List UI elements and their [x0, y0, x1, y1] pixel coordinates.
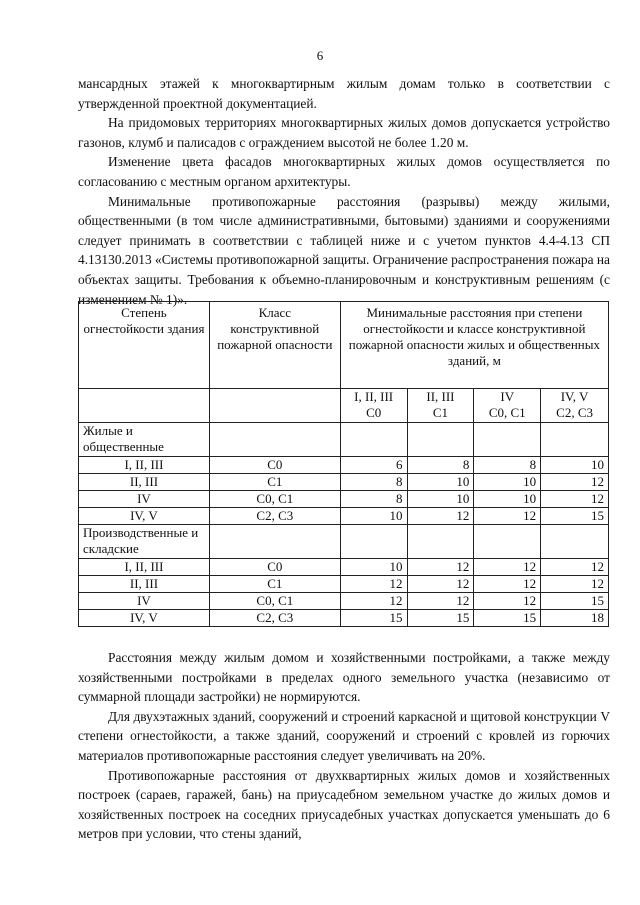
value-cell: 18 — [541, 610, 609, 627]
empty-cell — [79, 389, 210, 423]
degree-cell: II, III — [79, 474, 210, 491]
value-cell: 15 — [474, 610, 541, 627]
value-cell: 10 — [541, 457, 609, 474]
table-row — [79, 576, 609, 593]
table-row — [79, 457, 609, 474]
value-cell: 12 — [407, 559, 474, 576]
subheader-cell: I, II, III С0 — [340, 389, 407, 423]
paragraph: На придомовых территориях многоквартирных жилых домов допускается устройство газонов, клумб и палисадов с ограждением высотой не более 1.20 м. — [78, 115, 610, 150]
group-title-row — [79, 525, 609, 559]
value-cell: 10 — [407, 474, 474, 491]
fire-distance-table — [78, 301, 609, 627]
table-header-row — [79, 302, 609, 389]
value-cell: 15 — [541, 593, 609, 610]
page-number: 6 — [316, 48, 324, 63]
subheader-cell: IV, V С2, С3 — [541, 389, 609, 423]
paragraph: Минимальные противопожарные расстояния (разрывы) между жилыми, общественными (в том числе административными, бытовыми) зданиями и сооружениями следует принимать в соответствии с таблицей ниже и с учетом пунктов 4.4-4.13 СП 4.13130.2013 «Системы противопожарной защиты. Ограничение распространения пожара на объектах защиты. Требования к объемно-планировочным и конструктивным решениям (с изменением № 1)». — [78, 193, 610, 307]
value-cell: 12 — [407, 508, 474, 525]
header-class: Класс конструктивной пожарной опасности — [209, 302, 340, 389]
paragraph: Противопожарные расстояния от двухквартирных жилых домов и хозяйственных построек (сараев, гаражей, бань) на приусадебном земельном участке до жилых домов и хозяйственных построек на соседних приусадебных участках допускается уменьшать до 6 метров при условии, что стены зданий, — [78, 767, 610, 842]
header-distances: Минимальные расстояния при степени огнестойкости и классе конструктивной пожарной опасности жилых и общественных зданий, м — [340, 302, 608, 389]
degree-cell: I, II, III — [79, 457, 210, 474]
header-degree: Степень огнестойкости здания — [79, 302, 210, 389]
value-cell: 12 — [541, 576, 609, 593]
value-cell: 10 — [474, 491, 541, 508]
value-cell: 10 — [407, 491, 474, 508]
bottom-text-block — [78, 648, 610, 844]
table-row — [79, 491, 609, 508]
value-cell: 8 — [340, 474, 407, 491]
subheader-cell: IV С0, С1 — [474, 389, 541, 423]
value-cell: 12 — [541, 491, 609, 508]
value-cell: 12 — [474, 508, 541, 525]
table-row — [79, 593, 609, 610]
paragraph: Изменение цвета фасадов многоквартирных жилых домов осуществляется по согласованию с местным органом архитектуры. — [78, 154, 610, 189]
class-cell: С0 — [209, 559, 340, 576]
table-row — [79, 474, 609, 491]
paragraph: мансардных этажей к многоквартирным жилым домам только в соответствии с утвержденной проектной документацией. — [78, 76, 610, 111]
value-cell: 8 — [407, 457, 474, 474]
class-cell: С2, С3 — [209, 610, 340, 627]
value-cell: 8 — [340, 491, 407, 508]
value-cell: 10 — [340, 508, 407, 525]
value-cell: 15 — [340, 610, 407, 627]
empty-cell — [209, 389, 340, 423]
class-cell: С0 — [209, 457, 340, 474]
table-subheader-row — [79, 389, 609, 423]
value-cell: 15 — [541, 508, 609, 525]
class-cell: С0, С1 — [209, 491, 340, 508]
class-cell: С1 — [209, 474, 340, 491]
top-text-block — [78, 74, 610, 309]
class-cell: С2, С3 — [209, 508, 340, 525]
value-cell: 12 — [474, 576, 541, 593]
value-cell: 12 — [541, 474, 609, 491]
value-cell: 6 — [340, 457, 407, 474]
value-cell: 10 — [474, 474, 541, 491]
degree-cell: IV — [79, 491, 210, 508]
value-cell: 12 — [340, 576, 407, 593]
degree-cell: IV, V — [79, 508, 210, 525]
value-cell: 12 — [474, 559, 541, 576]
degree-cell: I, II, III — [79, 559, 210, 576]
class-cell: С1 — [209, 576, 340, 593]
value-cell: 12 — [407, 593, 474, 610]
group-title: Жилые и общественные — [79, 423, 210, 457]
paragraph: Расстояния между жилым домом и хозяйственными постройками, а также между хозяйственными постройками в пределах одного земельного участка (независимо от суммарной площади застройки) не нормируются. — [78, 650, 610, 705]
value-cell: 8 — [474, 457, 541, 474]
subheader-cell: II, III С1 — [407, 389, 474, 423]
value-cell: 12 — [340, 593, 407, 610]
table-row — [79, 610, 609, 627]
table-row — [79, 508, 609, 525]
value-cell: 12 — [474, 593, 541, 610]
degree-cell: IV — [79, 593, 210, 610]
degree-cell: IV, V — [79, 610, 210, 627]
group-title-row — [79, 423, 609, 457]
group-title: Производственные и складские — [79, 525, 210, 559]
paragraph: Для двухэтажных зданий, сооружений и строений каркасной и щитовой конструкции V степени огнестойкости, а также зданий, сооружений и строений с кровлей из горючих материалов противопожарные расстояния следует увеличивать на 20%. — [78, 708, 610, 763]
value-cell: 10 — [340, 559, 407, 576]
value-cell: 12 — [407, 576, 474, 593]
table-row — [79, 559, 609, 576]
value-cell: 15 — [407, 610, 474, 627]
value-cell: 12 — [541, 559, 609, 576]
class-cell: С0, С1 — [209, 593, 340, 610]
degree-cell: II, III — [79, 576, 210, 593]
